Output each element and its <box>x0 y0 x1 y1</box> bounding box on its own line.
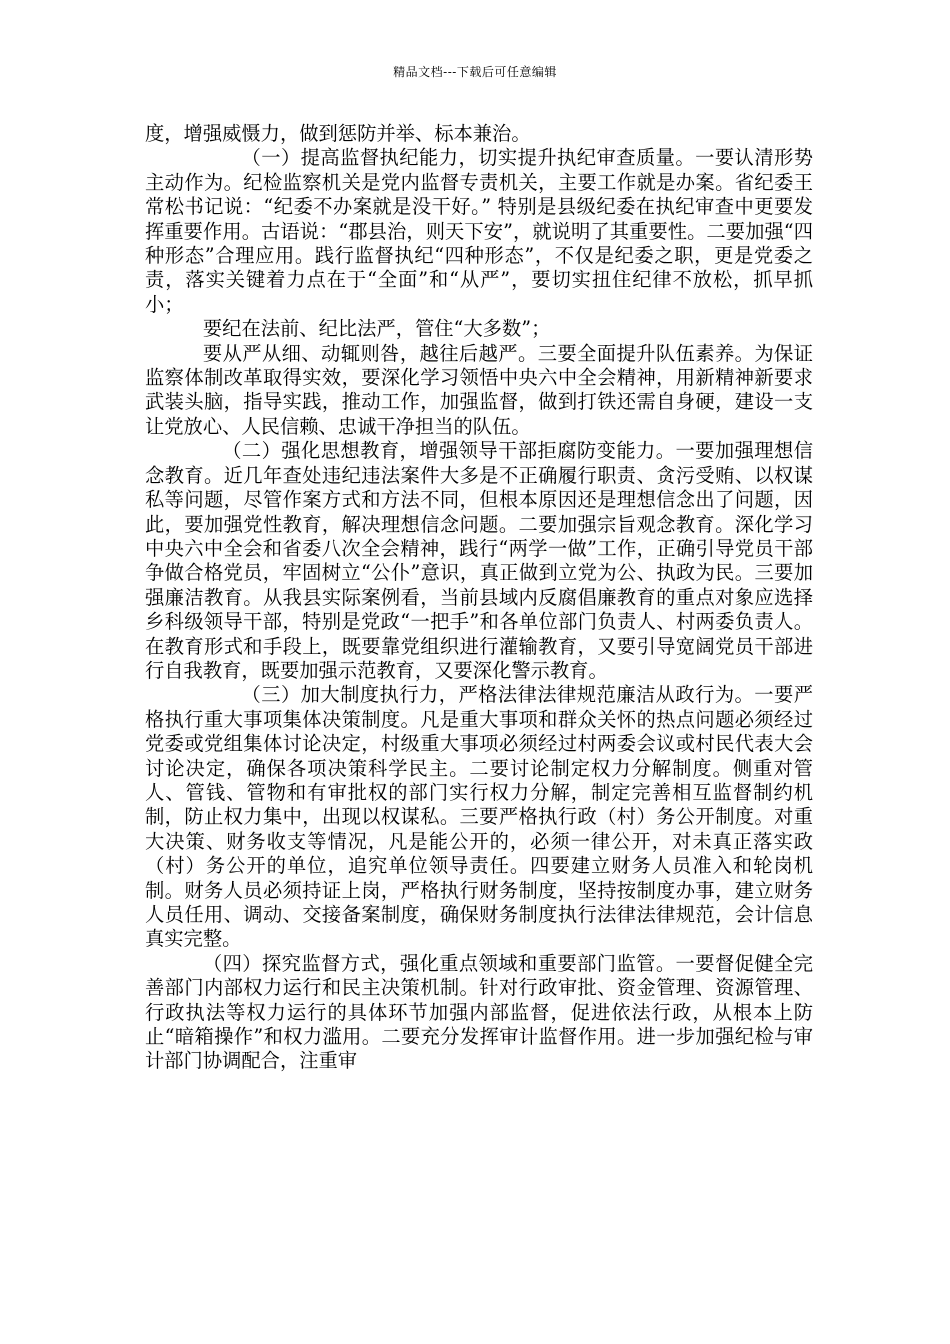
paragraph-section-1-point-a: 要纪在法前、纪比法严，管住“大多数”； <box>202 317 551 341</box>
paragraph-section-3: （三）加大制度执行力，严格法律法律规范廉洁从政行为。一要严格执行重大事项集体决策制度。凡是重大事项和群众关怀的热点问题必须经过党委或党组集体讨论决定，村级重大事项必须经过村两委会议或村民代表大会讨论决定，确保各项决策科学民主。二要讨论制定权力分解制度。侧重对管人、管钱、管物和有审批权的部门实行权力分解，制定完善相互监督制约机制，防止权力集中，出现以权谋私。三要严格执行政（村）务公开制度。对重大决策、财务收支等情况，凡是能公开的，必须一律公开，对未真正落实政（村）务公开的单位，追究单位领导责任。四要建立财务人员准入和轮岗机制。财务人员必须持证上岗，严格执行财务制度，坚持按制度办事，建立财务人员任用、调动、交接备案制度，确保财务制度执行法律法律规范，会计信息真实完整。 <box>145 683 813 951</box>
page-header: 精品文档---下载后可任意编辑 <box>393 65 557 79</box>
paragraph-section-1: （一）提高监督执纪能力，切实提升执纪审查质量。一要认清形势主动作为。纪检监察机关是党内监督专责机关，主要工作就是办案。省纪委王常松书记说：“纪委不办案就是没干好。” 特别是县级纪委在执纪审查中更要发挥重要作用。古语说：“郡县治，则天下安”，就说明了其重要性。二要加强“四种形态”合理应用。践行监督执纪“四种形态”，不仅是纪委之职，更是党委之责，落实关键着力点在于“全面”和“从严”，要切实扭住纪律不放松，抓早抓小； <box>145 146 813 316</box>
paragraph-section-1-point-b: 要从严从细、动辄则咎，越往后越严。三要全面提升队伍素养。为保证监察体制改革取得实效，要深化学习领悟中央六中全会精神，用新精神新要求武装头脑，指导实践，推动工作，加强监督，做到打铁还需自身硬，建设一支让党放心、人民信赖、忠诚干净担当的队伍。 <box>145 341 813 438</box>
paragraph-section-2: （二）强化思想教育，增强领导干部拒腐防变能力。一要加强理想信念教育。近几年查处违纪违法案件大多是不正确履行职责、贪污受贿、以权谋私等问题，尽管作案方式和方法不同，但根本原因还是理想信念出了问题，因此，要加强党性教育，解决理想信念问题。二要加强宗旨观念教育。深化学习中央六中全会和省委八次全会精神，践行“两学一做”工作，正确引导党员干部争做合格党员，牢固树立“公仆”意识，真正做到立党为公、执政为民。三要加强廉洁教育。从我县实际案例看，当前县域内反腐倡廉教育的重点对象应选择乡科级领导干部，特别是党政“一把手”和各单位部门负责人、村两委负责人。在教育形式和手段上，既要靠党组织进行灌输教育，又要引导宽阔党员干部进行自我教育，既要加强示范教育，又要深化警示教育。 <box>145 439 813 682</box>
document-body <box>145 122 813 1074</box>
paragraph-section-4: （四）探究监督方式，强化重点领域和重要部门监管。一要督促健全完善部门内部权力运行和民主决策机制。针对行政审批、资金管理、资源管理、行政执法等权力运行的具体环节加强内部监督，促进依法行政，从根本上防止“暗箱操作”和权力滥用。二要充分发挥审计监督作用。进一步加强纪检与审计部门协调配合，注重审 <box>145 951 813 1073</box>
paragraph-continuation: 度，增强威慑力，做到惩防并举、标本兼治。 <box>145 122 531 145</box>
